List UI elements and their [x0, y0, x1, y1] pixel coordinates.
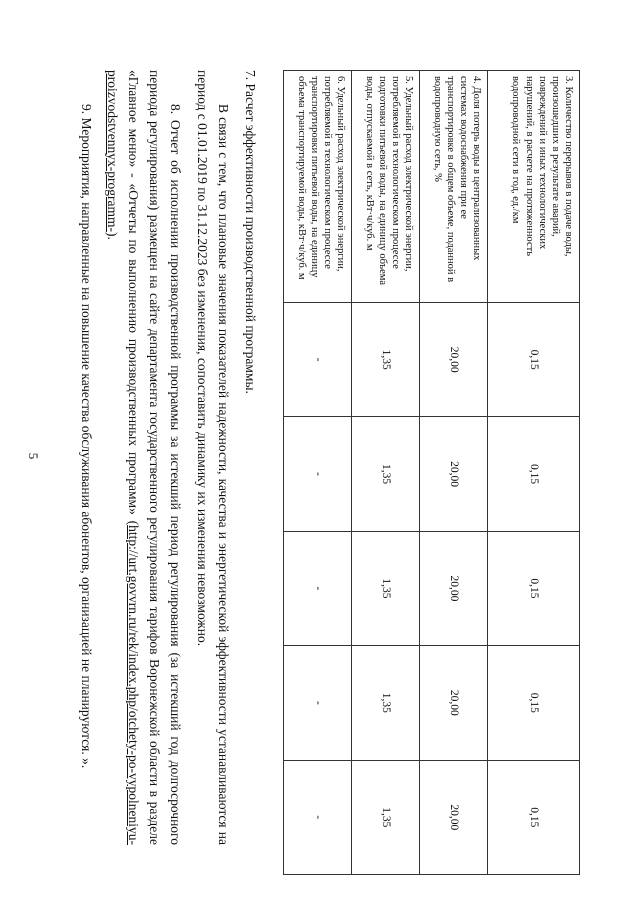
- indicator-value: 0,15: [488, 417, 580, 531]
- indicator-value: 1,35: [352, 646, 420, 760]
- indicator-value: 20,00: [420, 531, 488, 645]
- indicator-value: 1,35: [352, 760, 420, 874]
- efficiency-indicators-table: [283, 70, 580, 875]
- section-9-text: 9. Мероприятия, направленные на повышение качества обслуживания абонентов, организацией не планируются. ».: [78, 104, 94, 769]
- section-8-text-before: 8. Отчет об исполнении производственной программы за истекший период регулирования (за истекший год долгосрочного периода регулирования) размещен на сайте департамента государственного регулирования тарифов Воронежской области в разделе «Главное меню» - «Отчеты по выполнению производственных программ» (: [126, 70, 184, 845]
- indicator-value: 20,00: [420, 417, 488, 531]
- table-row: [420, 71, 488, 875]
- indicator-value: -: [284, 646, 352, 760]
- indicator-value: 1,35: [352, 417, 420, 531]
- indicator-value: 0,15: [488, 646, 580, 760]
- section-8-text: [102, 70, 186, 845]
- table-row: [352, 71, 420, 875]
- indicator-value: 0,15: [488, 531, 580, 645]
- table-row: [488, 71, 580, 875]
- programs-report-link[interactable]: http://urt.govvrn.ru/rek/index.php/otchety-po-vypolneniyu-proizvodstvennyx-programm-: [105, 70, 142, 845]
- indicator-value: 1,35: [352, 531, 420, 645]
- indicator-label: 4. Доля потерь воды в централизованных системах водоснабжения при ее транспортировке в общем объеме, поданной в водопроводную сеть, %: [420, 71, 488, 303]
- indicator-value: -: [284, 417, 352, 531]
- rotated-content: [60, 30, 580, 875]
- indicator-value: 20,00: [420, 760, 488, 874]
- indicator-value: 20,00: [420, 646, 488, 760]
- indicator-value: 0,15: [488, 303, 580, 417]
- section-7-title: 7. Расчет эффективности производственной программы.: [243, 70, 258, 394]
- indicator-label: 5. Удельный расход электрической энергии, потребляемой в технологическом процессе подготовки питьевой воды, на единицу объема воды, отпускаемой в сеть, кВт·ч/куб. м: [352, 71, 420, 303]
- indicator-value: 1,35: [352, 303, 420, 417]
- indicator-label: 6. Удельный расход электрической энергии, потребляемой в технологическом процессе транспортировки питьевой воды, на единицу объема транспортируемой воды, кВт·ч/куб. м: [284, 71, 352, 303]
- section-8-text-after: ).: [105, 231, 121, 240]
- indicator-value: -: [284, 531, 352, 645]
- table-row: [284, 71, 352, 875]
- indicator-value: -: [284, 303, 352, 417]
- section-7-text: В связи с тем, что плановые значения показателей надежности, качества и энергетической эффективности устанавливаются на период с 01.01.2019 по 31.12.2023 без изменения, сопоставить динамику их изменения невозможно.: [195, 70, 232, 845]
- indicator-value: -: [284, 760, 352, 874]
- indicator-label: 3. Количество перерывов в подаче воды, произошедших в результате аварий, повреждений и иных технологических нарушений, в расчете на протяженность водопроводной сети в год, ед./км: [488, 71, 580, 303]
- indicator-value: 0,15: [488, 760, 580, 874]
- document-body: [69, 70, 260, 845]
- page-number: 5: [26, 452, 41, 460]
- indicator-value: 20,00: [420, 303, 488, 417]
